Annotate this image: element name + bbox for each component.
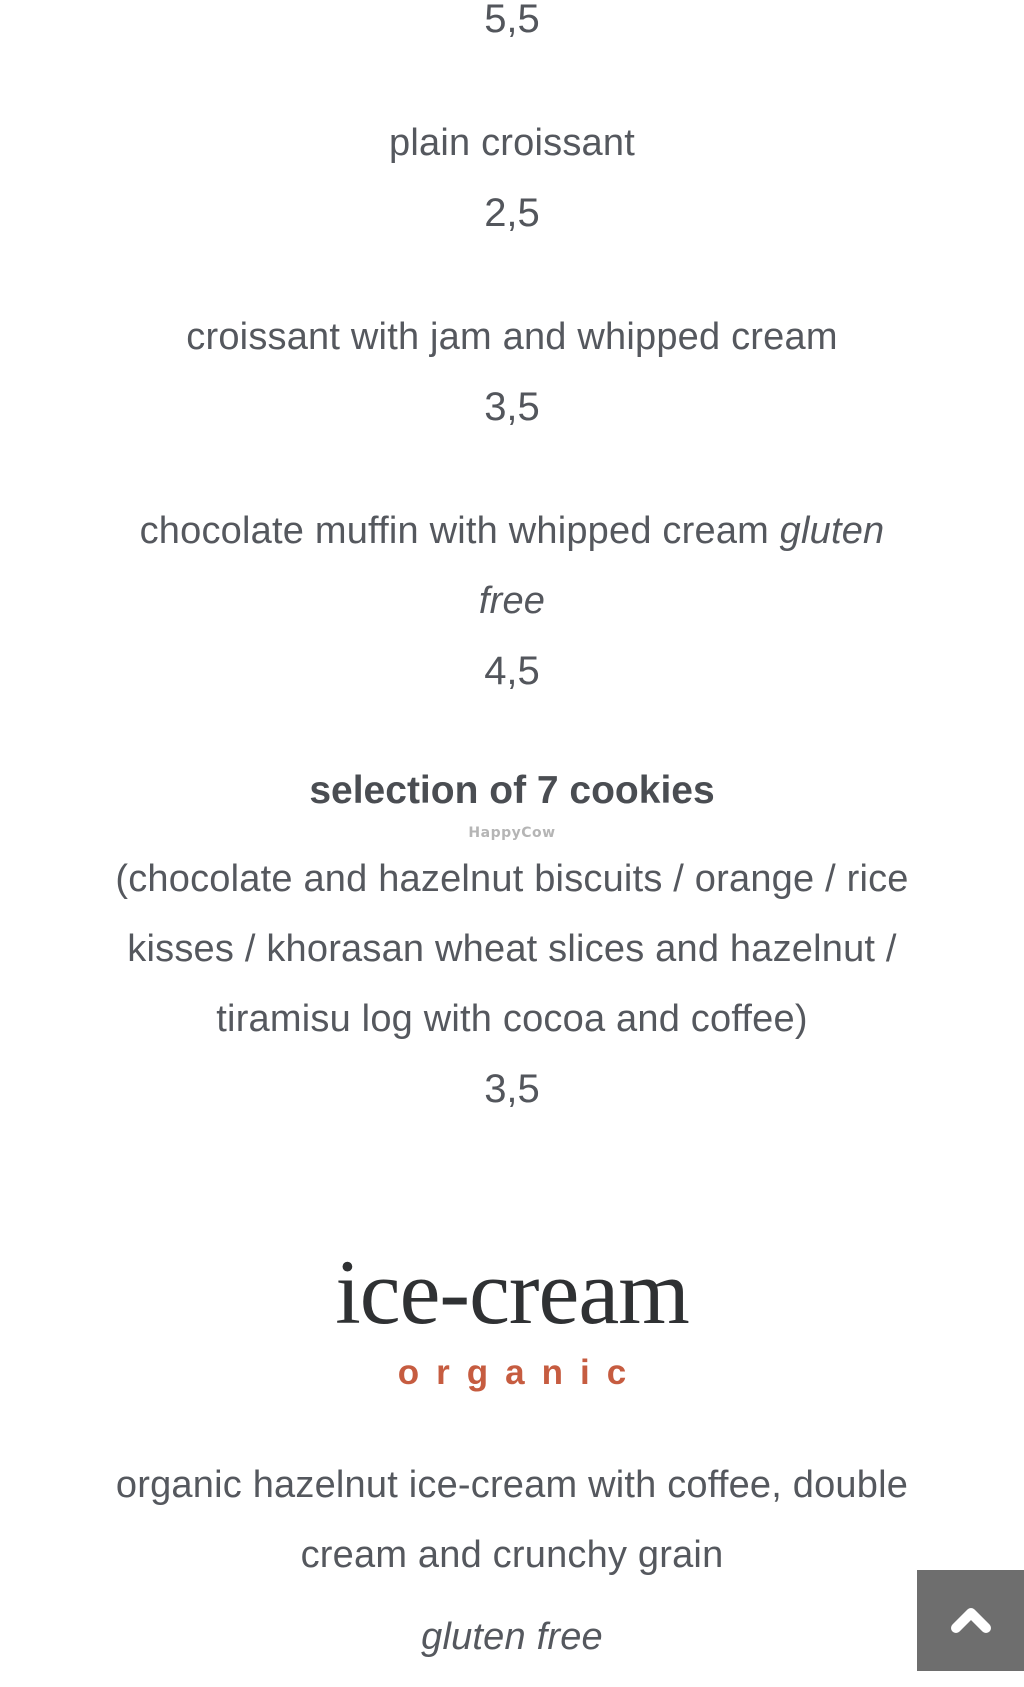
gluten-free-note-wrap: free [478,580,546,622]
menu-item-price: 2,5 [484,191,540,235]
menu-item-price: 4,5 [484,649,540,693]
menu-item-name [32,496,992,566]
menu-item-name: plain croissant [389,122,635,164]
happycow-watermark: HappyCow [468,825,556,841]
menu-item-price: 5,5 [484,0,540,41]
menu-item-cookies [32,756,992,1124]
section-title: ice-cream [335,1241,689,1343]
menu-item-name-line: cream and crunchy grain [300,1534,724,1576]
section-subtitle-organic: organic [397,1353,644,1392]
menu-page [32,0,992,1672]
menu-item-title: selection of 7 cookies [309,769,715,812]
menu-item-name-text: chocolate muffin with whipped cream [139,510,770,552]
menu-item-price: 3,5 [484,385,540,429]
menu-item-croissant-jam [32,302,992,442]
menu-item-description-line: tiramisu log with cocoa and coffee) [216,998,808,1040]
chevron-up-icon [948,1604,994,1638]
back-to-top-button[interactable] [917,1570,1024,1671]
menu-item-name-line: organic hazelnut ice-cream with coffee, double [115,1464,909,1506]
gluten-free-note: gluten free [421,1616,603,1658]
section-header-ice-cream [32,1242,992,1398]
menu-item-plain-croissant [32,108,992,248]
menu-item-description-line: (chocolate and hazelnut biscuits / orange / rice [115,858,909,900]
menu-item-chocolate-muffin [32,496,992,706]
menu-item-price: 3,5 [484,1067,540,1111]
menu-item-name: croissant with jam and whipped cream [186,316,838,358]
gluten-free-note: gluten [779,510,885,552]
menu-item-description-line: kisses / khorasan wheat slices and hazelnut / [127,928,897,970]
menu-item-hazelnut-ice-cream [32,1450,992,1672]
